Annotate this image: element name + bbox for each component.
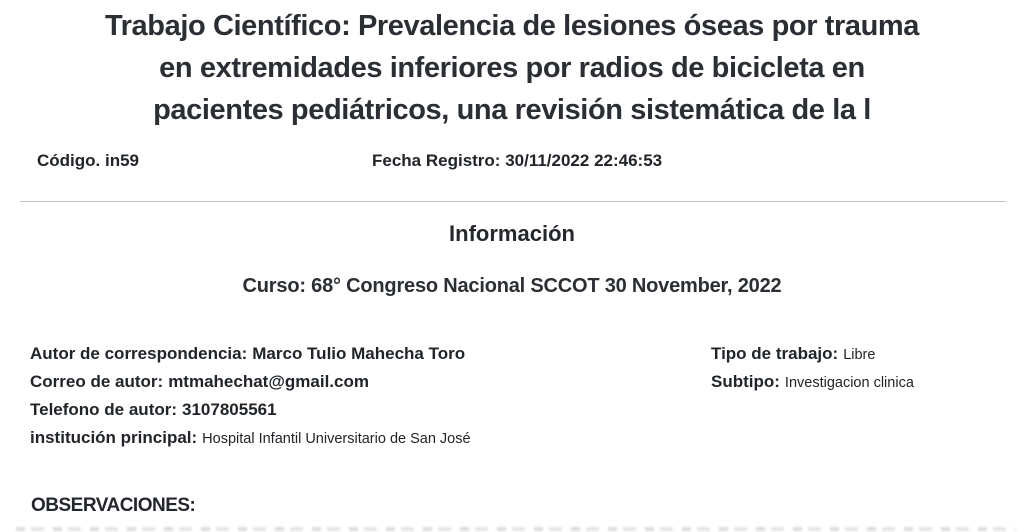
course-line: Curso: 68° Congreso Nacional SCCOT 30 November, 2022 (242, 275, 782, 297)
detail-label: Tipo de trabajo: (711, 344, 839, 363)
title-line-1: Trabajo Científico: Prevalencia de lesiones óseas por trauma (104, 10, 920, 42)
detail-label: Subtipo: (711, 372, 780, 391)
detail-label: Autor de correspondencia: (30, 344, 248, 363)
detail-work-subtype (711, 372, 914, 392)
truncated-text-strip (16, 527, 1016, 531)
detail-value: mtmahechat@gmail.com (168, 372, 369, 391)
detail-value: Libre (843, 347, 876, 363)
information-section-heading: Información (449, 221, 575, 246)
detail-main-institution (30, 428, 471, 448)
detail-value: 3107805561 (182, 400, 277, 419)
detail-value: Hospital Infantil Universitario de San José (202, 431, 471, 447)
detail-label: Correo de autor: (30, 372, 164, 391)
detail-author-phone (30, 400, 277, 420)
title-line-2: en extremidades inferiores por radios de bicicleta en (159, 52, 865, 84)
section-divider (20, 201, 1006, 202)
page-title (0, 5, 1024, 131)
title-line-3: pacientes pediátricos, una revisión sistemática de la l (153, 94, 871, 126)
detail-value: Marco Tulio Mahecha Toro (252, 344, 466, 363)
detail-label: Telefono de autor: (30, 400, 178, 419)
detail-label: institución principal: (30, 428, 198, 447)
detail-value: Investigacion clinica (784, 375, 914, 391)
detail-corresponding-author (30, 344, 465, 364)
detail-author-email (30, 372, 369, 392)
observations-heading: OBSERVACIONES: (31, 495, 196, 516)
code-label: Código. in59 (37, 151, 139, 170)
detail-work-type (711, 344, 875, 364)
registration-date-label: Fecha Registro: 30/11/2022 22:46:53 (372, 151, 663, 170)
